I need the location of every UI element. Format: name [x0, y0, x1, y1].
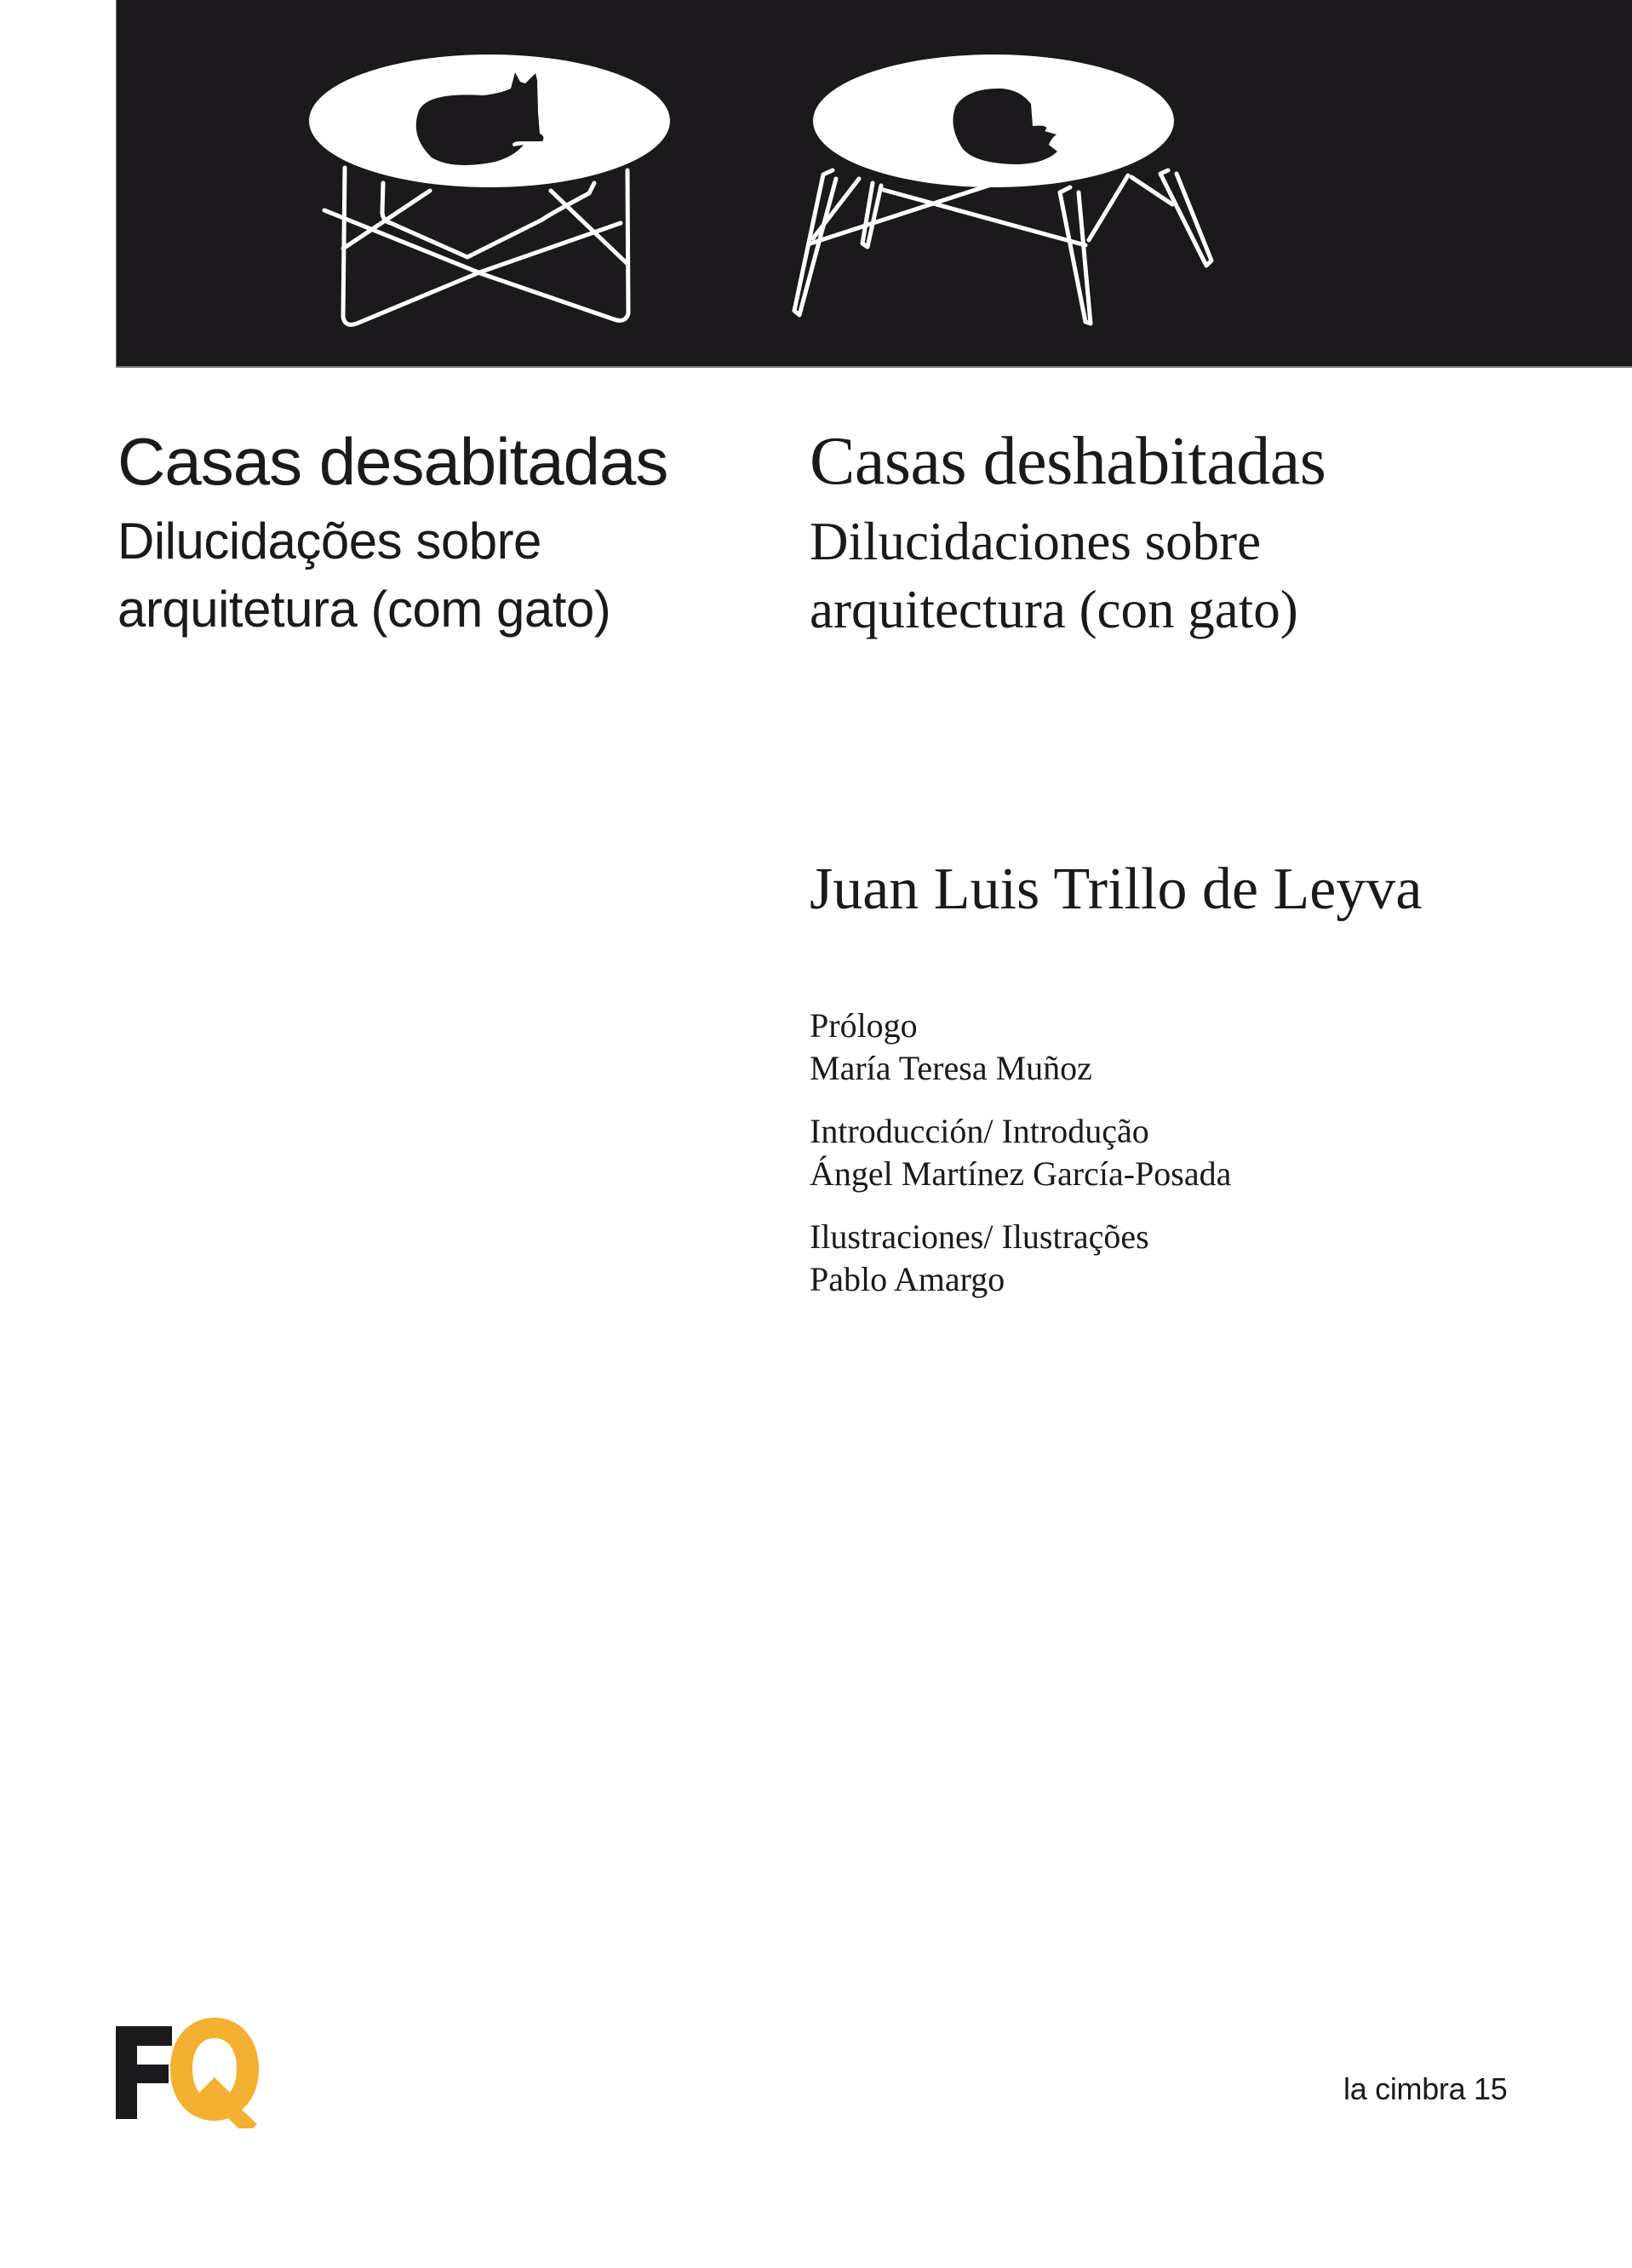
credit-person: María Teresa Muñoz [810, 1049, 1092, 1087]
left-table-icon [324, 168, 628, 324]
right-table-icon [794, 170, 1211, 324]
title-portuguese: Casas desabitadas [117, 424, 668, 499]
subtitle-portuguese [117, 507, 764, 644]
logo-letter-f [116, 2026, 172, 2119]
credit-person: Pablo Amargo [810, 1260, 1005, 1298]
publisher-logo [116, 2018, 278, 2128]
subtitle-spanish-line2: arquitectura (con gato) [810, 580, 1298, 639]
subtitle-spanish-line1: Dilucidaciones sobre [810, 512, 1262, 571]
title-spanish: Casas deshabitadas [810, 424, 1326, 499]
credit-introduction [810, 1110, 1231, 1195]
credit-prologue [810, 1005, 1231, 1090]
subtitle-portuguese-line1: Dilucidações sobre [117, 513, 541, 570]
credit-role: Ilustraciones/ Ilustrações [810, 1217, 1149, 1256]
credit-role: Introducción/ Introdução [810, 1112, 1149, 1150]
credit-role: Prólogo [810, 1006, 918, 1045]
tables-with-cats-illustration [117, 0, 1632, 366]
subtitle-portuguese-line2: arquitetura (com gato) [117, 581, 611, 638]
logo-letter-q [170, 2018, 259, 2128]
author-name: Juan Luis Trillo de Leyva [810, 856, 1423, 922]
cover-illustration-band [116, 0, 1632, 368]
fq-logo-icon [116, 2018, 278, 2128]
credit-illustrations [810, 1216, 1231, 1301]
credits-list [810, 1005, 1231, 1321]
series-label: la cimbra 15 [1343, 2071, 1508, 2106]
spanish-title-block [810, 419, 1576, 644]
portuguese-title-block [117, 419, 764, 644]
subtitle-spanish [810, 507, 1576, 644]
credit-person: Ángel Martínez García-Posada [810, 1154, 1232, 1193]
